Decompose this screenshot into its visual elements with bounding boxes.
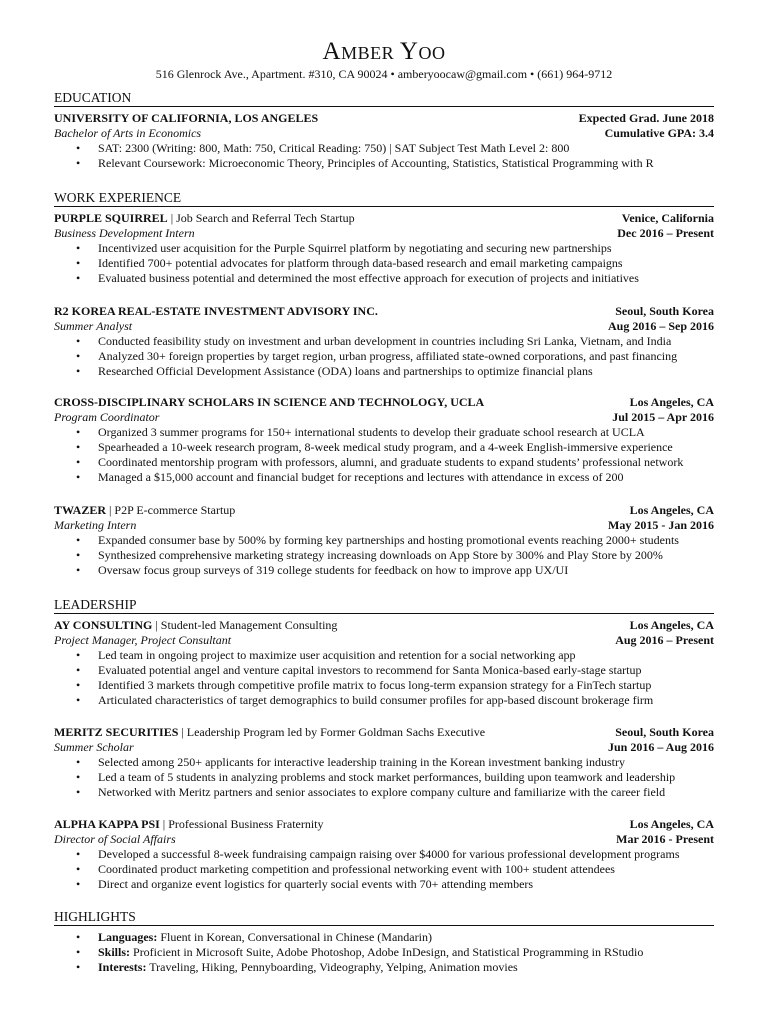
bullet-item: • Identified 3 markets through competitive profile matrix to focus long-term expansion strategy for a FinTech startup: [54, 678, 714, 693]
bullet-item: • Evaluated business potential and determined the most effective approach for execution of projects and initiatives: [54, 271, 714, 286]
role: Business Development Intern: [54, 226, 195, 240]
location: Seoul, South Korea: [615, 725, 714, 739]
work-entry: [54, 503, 714, 578]
dates: Dec 2016 – Present: [617, 226, 714, 240]
organization-name: TWAZER: [54, 503, 107, 517]
education-entry: [54, 111, 714, 171]
bullet-item: • Expanded consumer base by 500% by forming key partnerships and hosting promotional events reaching 2000+ students: [54, 533, 714, 548]
role: Summer Scholar: [54, 740, 134, 754]
graduation-date: Expected Grad. June 2018: [578, 111, 714, 125]
organization-desc: | Leadership Program led by Former Goldman Sachs Executive: [178, 725, 486, 739]
leadership-section: [54, 597, 714, 614]
dates: Aug 2016 – Sep 2016: [607, 319, 714, 333]
role: Director of Social Affairs: [54, 832, 176, 846]
highlight-label: Interests:: [98, 960, 147, 974]
bullet-item: • Networked with Meritz partners and senior associates to explore company culture and familiarize with the career field: [54, 785, 714, 800]
bullet-item: • Incentivized user acquisition for the Purple Squirrel platform by negotiating and securing new partnerships: [54, 241, 714, 256]
role: Project Manager, Project Consultant: [54, 633, 232, 647]
section-title: HIGHLIGHTS: [54, 909, 714, 926]
location: Los Angeles, CA: [629, 618, 714, 632]
work-entry: [54, 395, 714, 485]
degree: Bachelor of Arts in Economics: [54, 126, 202, 140]
bullet-item: • Spearheaded a 10-week research program, 8-week medical study program, and a 4-week English-immersive experience: [54, 440, 714, 455]
section-title: WORK EXPERIENCE: [54, 190, 714, 207]
bullet-item: • Selected among 250+ applicants for interactive leadership training in the Korean investment banking industry: [54, 755, 714, 770]
organization-name: PURPLE SQUIRREL: [54, 211, 168, 225]
highlights-entry: [54, 930, 714, 975]
work-section: [54, 190, 714, 207]
dates: Jun 2016 – Aug 2016: [607, 740, 714, 754]
bullet-item: • SAT: 2300 (Writing: 800, Math: 750, Critical Reading: 750) | SAT Subject Test Math Level 2: 800: [54, 141, 714, 156]
bullet-item: • Oversaw focus group surveys of 319 college students for feedback on how to improve app UX/UI: [54, 563, 714, 578]
organization-name: R2 KOREA REAL-ESTATE INVESTMENT ADVISORY INC.: [54, 304, 378, 318]
highlight-item: [54, 960, 714, 975]
education-section: [54, 90, 714, 107]
section-title: LEADERSHIP: [54, 597, 714, 614]
bullet-item: • Synthesized comprehensive marketing strategy increasing downloads on App Store by 300% and Play Store by 200%: [54, 548, 714, 563]
bullet-item: • Led team in ongoing project to maximize user acquisition and retention for a social networking app: [54, 648, 714, 663]
contact-info: 516 Glenrock Ave., Apartment. #310, CA 90024 • amberyoocaw@gmail.com • (661) 964-9712: [155, 67, 613, 81]
organization-name: MERITZ SECURITIES: [54, 725, 179, 739]
leadership-entry: [54, 817, 714, 892]
bullet-item: • Identified 700+ potential advocates for platform through data-based research and email marketing campaigns: [54, 256, 714, 271]
highlight-text: Proficient in Microsoft Suite, Adobe Photoshop, Adobe InDesign, and Statistical Programming in RStudio: [130, 945, 644, 959]
bullet-item: • Articulated characteristics of target demographics to build consumer profiles for app-based discount brokerage firm: [54, 693, 714, 708]
bullet-item: • Analyzed 30+ foreign properties by target region, urban progress, affiliated state-owned corporations, and past financing: [54, 349, 714, 364]
location: Los Angeles, CA: [629, 817, 714, 831]
bullet-item: • Coordinated mentorship program with professors, alumni, and graduate students to expand students’ professional network: [54, 455, 714, 470]
dates: Aug 2016 – Present: [615, 633, 714, 647]
highlight-label: Skills:: [98, 945, 131, 959]
organization-name: ALPHA KAPPA PSI: [54, 817, 160, 831]
highlight-text: Fluent in Korean, Conversational in Chinese (Mandarin): [157, 930, 432, 944]
gpa: Cumulative GPA: 3.4: [604, 126, 714, 140]
highlight-item: [54, 930, 714, 945]
location: Seoul, South Korea: [615, 304, 714, 318]
highlight-label: Languages:: [98, 930, 158, 944]
candidate-name: Amber Yoo: [322, 38, 446, 65]
bullet-item: • Researched Official Development Assistance (ODA) loans and partnerships to optimize financial plans: [54, 364, 714, 379]
bullet-item: • Coordinated product marketing competition and professional networking event with 100+ student attendees: [54, 862, 714, 877]
bullet-item: • Direct and organize event logistics for quarterly social events with 70+ attending members: [54, 877, 714, 892]
organization-desc: | Job Search and Referral Tech Startup: [167, 211, 355, 225]
bullet-item: • Relevant Coursework: Microeconomic Theory, Principles of Accounting, Statistics, Statistical Programming with R: [54, 156, 714, 171]
location: Venice, California: [621, 211, 714, 225]
work-entry: [54, 211, 714, 286]
role: Marketing Intern: [54, 518, 137, 532]
leadership-entry: [54, 725, 714, 800]
dates: May 2015 - Jan 2016: [608, 518, 714, 532]
organization-name: AY CONSULTING: [54, 618, 153, 632]
section-title: EDUCATION: [54, 90, 714, 107]
dates: Mar 2016 - Present: [616, 832, 714, 846]
location: Los Angeles, CA: [629, 395, 714, 409]
location: Los Angeles, CA: [629, 503, 714, 517]
organization-desc: | Student-led Management Consulting: [152, 618, 338, 632]
dates: Jul 2015 – Apr 2016: [612, 410, 714, 424]
role: Program Coordinator: [54, 410, 160, 424]
bullet-item: • Conducted feasibility study on investment and urban development in countries including Sri Lanka, Vietnam, and India: [54, 334, 714, 349]
highlight-item: [54, 945, 714, 960]
bullet-item: • Evaluated potential angel and venture capital investors to recommend for Santa Monica-based early-stage startup: [54, 663, 714, 678]
work-entry: [54, 304, 714, 379]
school-name: UNIVERSITY OF CALIFORNIA, LOS ANGELES: [54, 111, 319, 125]
bullet-item: • Developed a successful 8-week fundraising campaign raising over $4000 for various professional development programs: [54, 847, 714, 862]
role: Summer Analyst: [54, 319, 133, 333]
highlights-section: [54, 909, 714, 926]
bullet-item: • Managed a $15,000 account and financial budget for receptions and lectures with attendance in excess of 200: [54, 470, 714, 485]
bullet-item: • Organized 3 summer programs for 150+ international students to develop their graduate school research at UCLA: [54, 425, 714, 440]
leadership-entry: [54, 618, 714, 708]
organization-desc: | P2P E-commerce Startup: [106, 503, 236, 517]
organization-desc: | Professional Business Fraternity: [159, 817, 324, 831]
highlight-text: Traveling, Hiking, Pennyboarding, Videography, Yelping, Animation movies: [146, 960, 518, 974]
organization-name: CROSS-DISCIPLINARY SCHOLARS IN SCIENCE AND TECHNOLOGY, UCLA: [54, 395, 485, 409]
bullet-item: • Led a team of 5 students in analyzing problems and stock market performances, building upon teamwork and leadership: [54, 770, 714, 785]
